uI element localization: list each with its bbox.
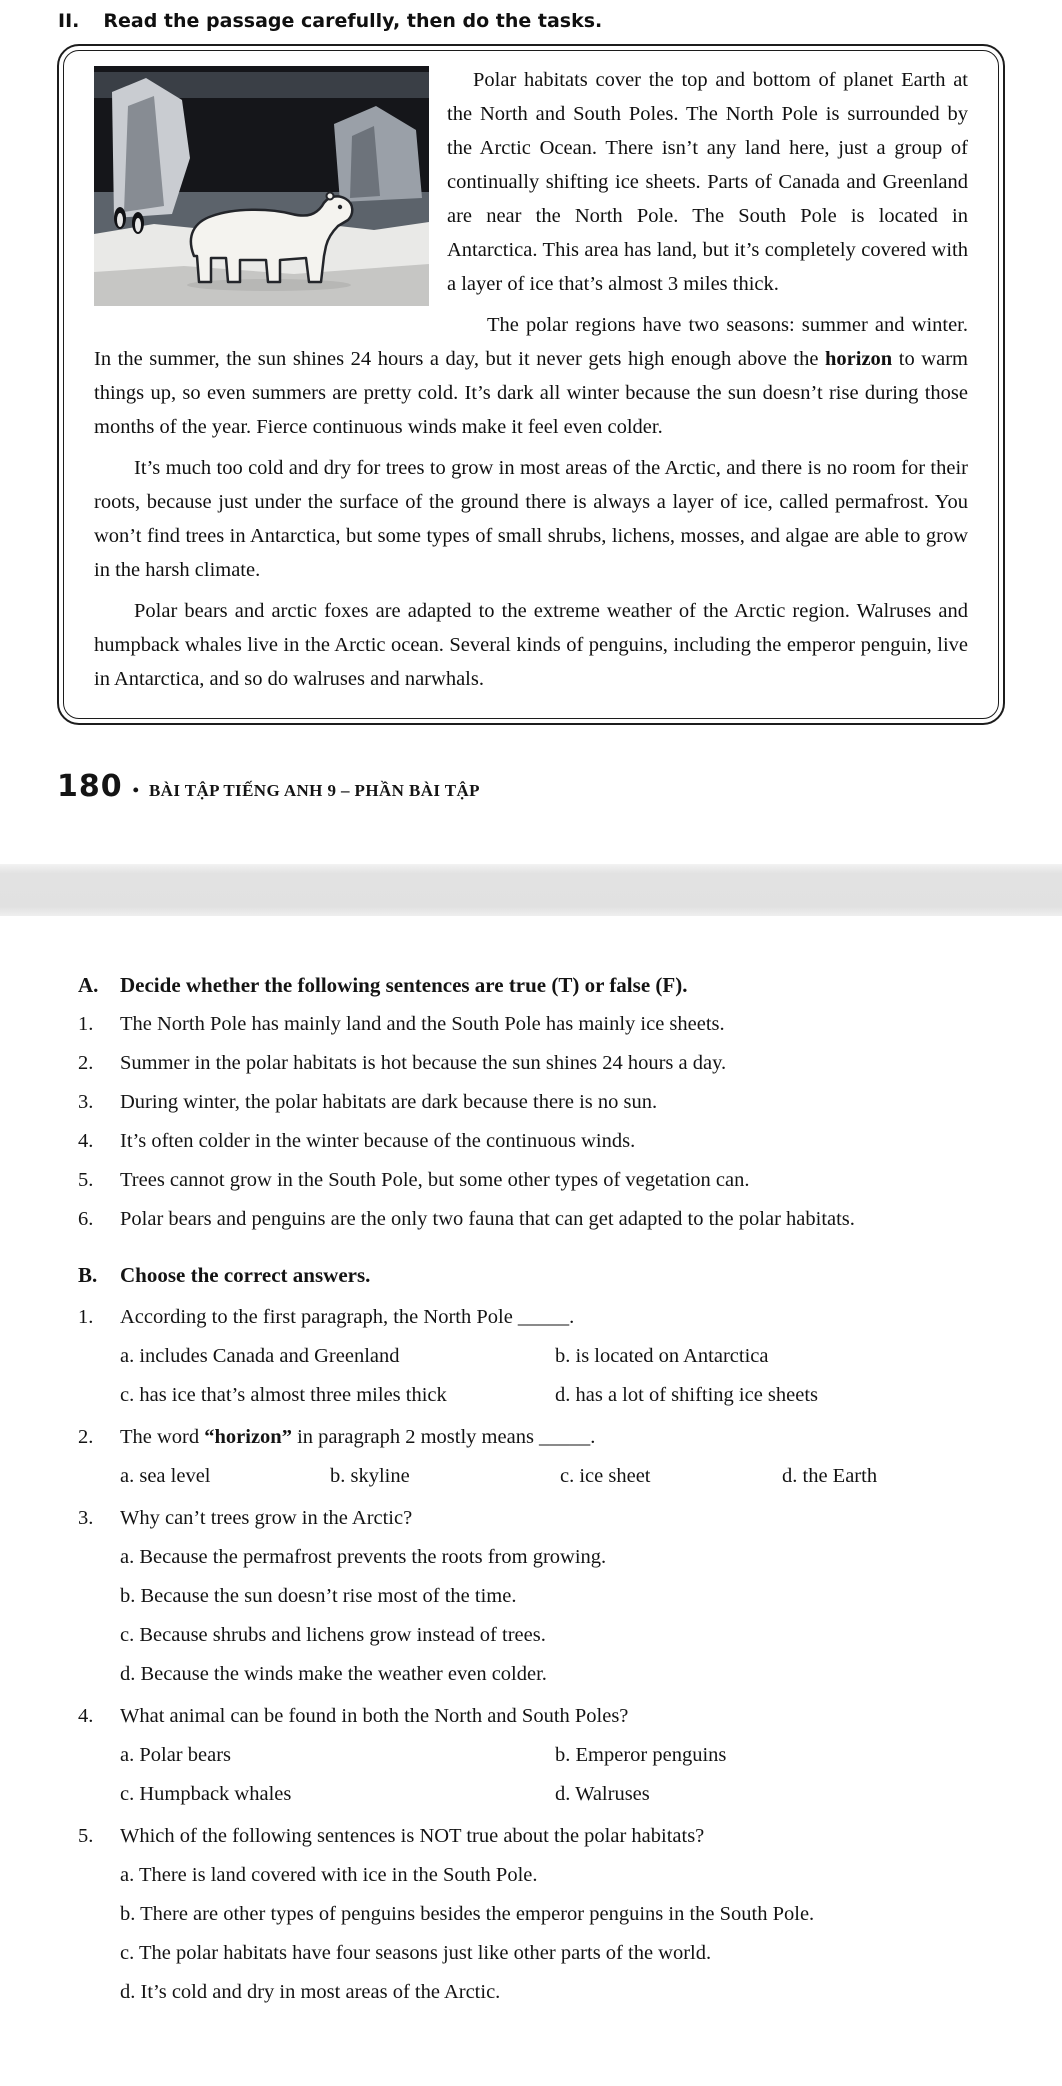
item-text: During winter, the polar habitats are dark because there is no sun. (120, 1091, 658, 1113)
item-number: 2. (78, 1052, 94, 1074)
polar-scene-illustration (94, 66, 429, 306)
option-a: a. sea level (120, 1465, 211, 1487)
question-line (78, 1503, 1000, 1533)
option-d: d. the Earth (782, 1465, 878, 1487)
task-header (0, 0, 1062, 32)
task-number: II. (58, 10, 80, 32)
question-number: 1. (78, 1306, 94, 1328)
bear-eye (338, 205, 342, 209)
option-d: d. Because the winds make the weather even colder. (120, 1663, 547, 1685)
true-false-item-2 (78, 1048, 1000, 1078)
task-instruction: Read the passage carefully, then do the tasks. (103, 10, 603, 32)
item-text: Trees cannot grow in the South Pole, but some other types of vegetation can. (120, 1169, 750, 1191)
para2-text-before: The polar regions have two seasons: summer and winter. In the summer, the sun shines 24 hours a day, but it never gets high enough above the (94, 314, 968, 370)
question-line (78, 1701, 1000, 1731)
question-number: 2. (78, 1426, 94, 1448)
question-text: What animal can be found in both the North and South Poles? (120, 1705, 629, 1727)
option-d: d. Walruses (555, 1783, 650, 1805)
page-separator (0, 864, 1062, 916)
option-b: b. skyline (330, 1465, 410, 1487)
polar-scene-svg (94, 66, 429, 306)
question-number: 5. (78, 1825, 94, 1847)
question-options (78, 1740, 1000, 1809)
question-b4 (78, 1701, 1000, 1809)
question-options (78, 1542, 1000, 1689)
passage-paragraph-3: It’s much too cold and dry for trees to grow in most areas of the Arctic, and there is no room for their roots, because just under the surface of the ground there is always a layer of ice, called permafrost. You won’t find trees in Antarctica, but some types of small shrubs, lichens, mosses, and algae are able to grow in the harsh climate. (94, 457, 968, 581)
question-b1 (78, 1302, 1000, 1410)
true-false-item-1 (78, 1009, 1000, 1039)
question-line (78, 1821, 1000, 1851)
exercises-section (0, 916, 1062, 2037)
option-b: b. There are other types of penguins besides the emperor penguins in the South Pole. (120, 1903, 815, 1925)
q2-text-before: The word (120, 1426, 205, 1448)
book-title: BÀI TẬP TIẾNG ANH 9 – PHẦN BÀI TẬP (148, 781, 480, 800)
question-line (78, 1422, 1000, 1452)
option-c: c. ice sheet (560, 1465, 651, 1487)
item-number: 3. (78, 1091, 94, 1113)
section-b-title: Choose the correct answers. (120, 1263, 371, 1287)
item-number: 6. (78, 1208, 94, 1230)
item-text: Polar bears and penguins are the only two fauna that can get adapted to the polar habitats. (120, 1208, 855, 1230)
option-a: a. includes Canada and Greenland (120, 1345, 400, 1367)
question-number: 4. (78, 1705, 94, 1727)
option-c: c. has ice that’s almost three miles thick (120, 1384, 447, 1406)
section-a-heading (78, 970, 1000, 1000)
true-false-item-6 (78, 1204, 1000, 1234)
section-b-label: B. (78, 1263, 98, 1287)
option-b: b. Because the sun doesn’t rise most of the time. (120, 1585, 517, 1607)
passage-paragraph-1: Polar habitats cover the top and bottom of planet Earth at the North and South Poles. The North Pole is surrounded by the Arctic Ocean. There isn’t any land here, just a group of continually shifting ice sheets. Parts of Canada and Greenland are near the North Pole. The South Pole is located in Antarctica. This area has land, but it’s completely covered with a layer of ice that’s almost 3 miles thick. (447, 69, 968, 295)
question-text: Why can’t trees grow in the Arctic? (120, 1507, 413, 1529)
item-text: Summer in the polar habitats is hot because the sun shines 24 hours a day. (120, 1052, 727, 1074)
question-number: 3. (78, 1507, 94, 1529)
section-a-label: A. (78, 973, 99, 997)
item-number: 5. (78, 1169, 94, 1191)
option-c: c. Because shrubs and lichens grow instead of trees. (120, 1624, 546, 1646)
page-footer (57, 769, 1062, 804)
para2-bold-word: horizon (825, 348, 893, 370)
option-c: c. Humpback whales (120, 1783, 292, 1805)
option-c: c. The polar habitats have four seasons just like other parts of the world. (120, 1942, 712, 1964)
q2-bold-word: “horizon” (204, 1426, 292, 1448)
para2-text-after: to warm things up, so even summers are pretty cold. It’s dark all winter because the sun doesn’t rise during those months of the year. Fierce continuous winds make it feel even colder. (94, 348, 968, 438)
true-false-item-4 (78, 1126, 1000, 1156)
question-options (78, 1461, 1000, 1491)
question-b2 (78, 1422, 1000, 1491)
option-a: a. There is land covered with ice in the South Pole. (120, 1864, 538, 1886)
option-b: b. is located on Antarctica (555, 1345, 769, 1367)
question-text: Which of the following sentences is NOT true about the polar habitats? (120, 1825, 705, 1847)
question-b3 (78, 1503, 1000, 1689)
passage-paragraph-2 (94, 308, 968, 444)
q2-text-after: in paragraph 2 mostly means _____. (291, 1426, 596, 1448)
section-b-heading (78, 1260, 1000, 1290)
true-false-item-3 (78, 1087, 1000, 1117)
footer-bullet-icon: • (132, 780, 139, 800)
true-false-item-5 (78, 1165, 1000, 1195)
item-text: It’s often colder in the winter because of the continuous winds. (120, 1130, 636, 1152)
question-options (78, 1860, 1000, 2007)
page-number: 180 (57, 769, 123, 804)
option-a: a. Because the permafrost prevents the roots from growing. (120, 1546, 607, 1568)
passage-inner-border (63, 50, 999, 719)
option-d: d. It’s cold and dry in most areas of the Arctic. (120, 1981, 501, 2003)
item-number: 1. (78, 1013, 94, 1035)
question-text: According to the first paragraph, the North Pole _____. (120, 1306, 575, 1328)
question-options (78, 1341, 1000, 1410)
question-text (120, 1422, 1000, 1452)
item-number: 4. (78, 1130, 94, 1152)
option-b: b. Emperor penguins (555, 1744, 727, 1766)
bear-ear (327, 193, 334, 200)
passage-box (57, 44, 1005, 725)
question-line (78, 1302, 1000, 1332)
question-b5 (78, 1821, 1000, 2007)
passage-paragraph-4: Polar bears and arctic foxes are adapted to the extreme weather of the Arctic region. Walruses and humpback whales live in the Arctic ocean. Several kinds of penguins, including the emperor penguin, live in Antarctica, and so do walruses and narwhals. (94, 600, 968, 690)
option-a: a. Polar bears (120, 1744, 231, 1766)
option-d: d. has a lot of shifting ice sheets (555, 1384, 819, 1406)
item-text: The North Pole has mainly land and the South Pole has mainly ice sheets. (120, 1013, 725, 1035)
section-a-title: Decide whether the following sentences are true (T) or false (F). (120, 973, 688, 997)
